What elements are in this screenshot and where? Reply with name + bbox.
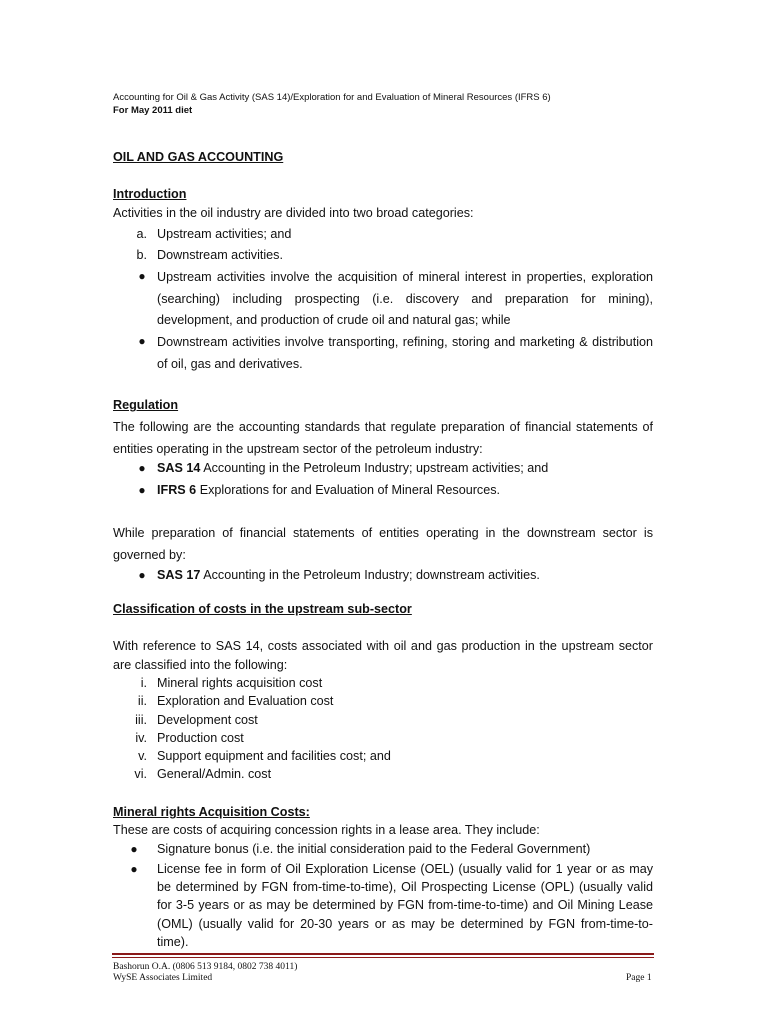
list-text xyxy=(157,481,500,499)
standard-title: Accounting in the Petroleum Industry; downstream activities. xyxy=(200,568,540,582)
list-marker: ii. xyxy=(137,694,147,708)
list-text: Production cost xyxy=(157,731,244,745)
standard-code: IFRS 6 xyxy=(157,483,197,497)
list-text: Exploration and Evaluation cost xyxy=(157,694,334,708)
bullet-icon: ● xyxy=(138,461,146,475)
list-marker: vi. xyxy=(134,767,147,781)
mineral-rights-heading: Mineral rights Acquisition Costs: xyxy=(113,805,310,819)
regulation-paragraph: The following are the accounting standards that regulate preparation of financial statements of entities operating in the upstream sector of the petroleum industry: xyxy=(113,420,653,456)
bullet-icon: ● xyxy=(138,483,146,497)
page-number: Page 1 xyxy=(626,973,652,983)
list-marker: i. xyxy=(140,676,147,690)
list-text: Upstream activities involve the acquisition of mineral interest in properties, exploration (searching) including prospecting (i.e. discovery and preparation for mining), development, and production of crude oil and natural gas; while xyxy=(157,270,653,327)
bullet-icon: ● xyxy=(138,269,146,283)
list-text xyxy=(157,566,540,584)
regulation-heading: Regulation xyxy=(113,398,179,412)
introduction-heading: Introduction xyxy=(113,187,187,201)
list-text xyxy=(157,459,548,477)
list-text: Mineral rights acquisition cost xyxy=(157,676,323,690)
list-text: Downstream activities involve transporting, refining, storing and marketing & distribution of oil, gas and derivatives. xyxy=(157,335,653,371)
bullet-icon: ● xyxy=(138,568,146,582)
list-marker: iv. xyxy=(135,731,147,745)
document-title: OIL AND GAS ACCOUNTING xyxy=(113,150,284,164)
exam-diet: For May 2011 diet xyxy=(113,105,193,116)
introduction-lead: Activities in the oil industry are divided into two broad categories: xyxy=(113,206,474,220)
list-text: Support equipment and facilities cost; and xyxy=(157,749,391,763)
footer-divider xyxy=(112,953,654,955)
list-text: Signature bonus (i.e. the initial consideration paid to the Federal Government) xyxy=(157,842,591,856)
bullet-icon: ● xyxy=(130,842,138,856)
classification-heading: Classification of costs in the upstream sub-sector xyxy=(113,602,412,616)
bullet-icon: ● xyxy=(138,334,146,348)
footer-divider-thin xyxy=(112,957,654,958)
list-marker: b. xyxy=(136,248,147,262)
list-text: General/Admin. cost xyxy=(157,767,272,781)
footer-firm: WySE Associates Limited xyxy=(113,973,213,983)
standard-code: SAS 14 xyxy=(157,461,201,475)
mineral-rights-paragraph: These are costs of acquiring concession rights in a lease area. They include: xyxy=(113,823,540,837)
list-text xyxy=(157,860,653,951)
standard-code: SAS 17 xyxy=(157,568,201,582)
bullet-icon: ● xyxy=(130,862,138,876)
standard-title: Explorations for and Evaluation of Mineral Resources. xyxy=(196,483,501,497)
list-marker: iii. xyxy=(135,713,147,727)
standard-title: Accounting in the Petroleum Industry; upstream activities; and xyxy=(200,461,549,475)
classification-paragraph: With reference to SAS 14, costs associated with oil and gas production in the upstream sector are classified into the following: xyxy=(113,639,653,672)
license-fee-text: License fee in form of Oil Exploration License (OEL) (usually valid for 1 year or as may be determined by FGN from-time-to-time), Oil Prospecting License (OPL) (usually valid for 3-5 years or as may be determined by FGN from-time-to-time) and Oil Mining Lease (OML) (usually valid for 20-30 years or as may be determined by FGN from-time-to-time). xyxy=(157,862,653,949)
list-marker: v. xyxy=(138,749,147,763)
list-text: Development cost xyxy=(157,713,258,727)
downstream-paragraph: While preparation of financial statements of entities operating in the downstream sector is governed by: xyxy=(113,526,653,562)
list-marker: a. xyxy=(136,227,147,241)
list-text: Upstream activities; and xyxy=(157,227,292,241)
list-text: Downstream activities. xyxy=(157,248,283,262)
footer-author: Bashorun O.A. (0806 513 9184, 0802 738 4011) xyxy=(113,962,298,972)
running-header: Accounting for Oil & Gas Activity (SAS 14)/Exploration for and Evaluation of Mineral Resources (IFRS 6) xyxy=(113,92,551,103)
